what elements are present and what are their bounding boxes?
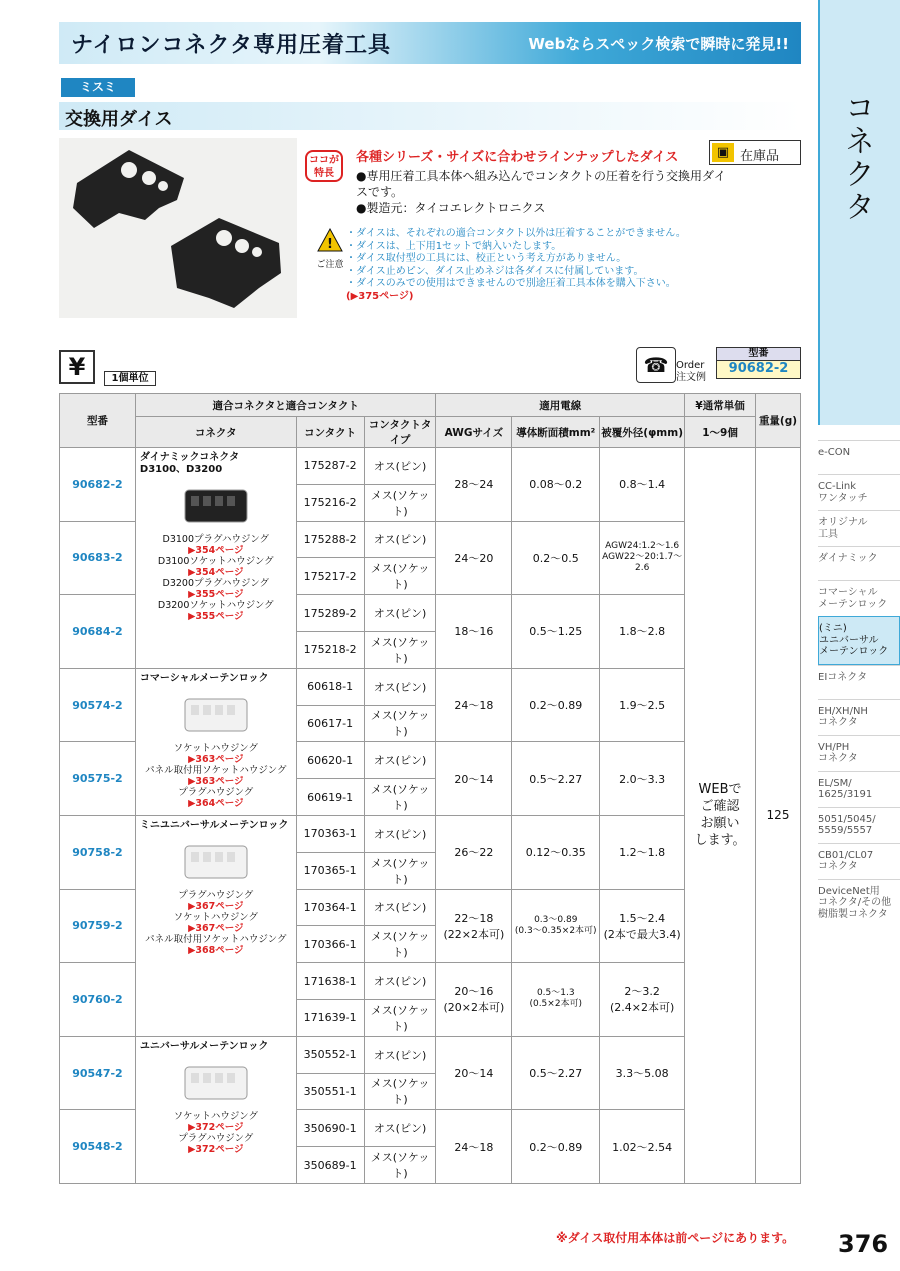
outer-diameter: 1.5〜2.4 (2本で最大3.4) [600, 889, 685, 963]
page-header [59, 22, 801, 64]
contact-number: 175287-2 [296, 448, 364, 485]
product-photo [59, 138, 297, 318]
part-number[interactable]: 90759-2 [60, 889, 136, 963]
outer-diameter: 1.2〜1.8 [600, 815, 685, 889]
contact-number: 170365-1 [296, 852, 364, 889]
awg-size: 28〜24 [436, 448, 512, 522]
connector-image [181, 1061, 251, 1105]
features-headline: 各種シリーズ・サイズに合わせラインナップしたダイス [356, 150, 679, 165]
sidebar-item[interactable]: コマーシャル メーテンロック [818, 580, 900, 616]
caution-notes: ・ダイスは、それぞれの適合コンタクト以外は圧着することができません。 ・ダイスは、上下用1セットで納入いたします。 ・ダイス取付型の工具には、校正という考え方がありません。 ・ダイス止めピン、ダイス止めネジは各ダイスに付属しています。 ・ダイスのみでの使用はできませんので別途圧着工具本体を購入下さい。 (▶375ページ) [346, 228, 726, 303]
contact-number: 171638-1 [296, 963, 364, 1000]
conductor-area: 0.5〜1.3 (0.5×2本可) [512, 963, 600, 1037]
sidebar-item[interactable]: DeviceNet用 コネクタ/その他 樹脂製コネクタ [818, 879, 900, 927]
contact-type: オス(ピン) [364, 521, 436, 558]
connector-cell: ダイナミックコネクタ D3100、D3200 D3100プラグハウジング ▶354ページ D3100ソケットハウジング ▶354ページ D3200プラグハウジング ▶355ページ D3200ソケットハウジング ▶355ページ [135, 448, 296, 669]
sidebar-item[interactable]: CC-Link ワンタッチ [818, 474, 900, 510]
outer-diameter: 1.8〜2.8 [600, 595, 685, 669]
outer-diameter: 0.8〜1.4 [600, 448, 685, 522]
outer-diameter: 1.02〜2.54 [600, 1110, 685, 1184]
conductor-area: 0.3〜0.89 (0.3〜0.35×2本可) [512, 889, 600, 963]
contact-type: メス(ソケット) [364, 999, 436, 1036]
part-number[interactable]: 90548-2 [60, 1110, 136, 1184]
awg-size: 24〜18 [436, 668, 512, 742]
contact-number: 60620-1 [296, 742, 364, 779]
contact-number: 350690-1 [296, 1110, 364, 1147]
side-title: コネクタ [839, 92, 874, 224]
awg-size: 20〜16 (20×2本可) [436, 963, 512, 1037]
contact-type: オス(ピン) [364, 448, 436, 485]
sidebar-item[interactable]: オリジナル 工具 [818, 510, 900, 546]
conductor-area: 0.08〜0.2 [512, 448, 600, 522]
awg-size: 26〜22 [436, 815, 512, 889]
conductor-area: 0.12〜0.35 [512, 815, 600, 889]
connector-image [181, 840, 251, 884]
contact-type: オス(ピン) [364, 595, 436, 632]
contact-number: 171639-1 [296, 999, 364, 1036]
phone-icon: ☎ [636, 347, 676, 383]
part-number[interactable]: 90683-2 [60, 521, 136, 595]
sidebar-item[interactable]: ダイナミック [818, 546, 900, 580]
contact-type: メス(ソケット) [364, 926, 436, 963]
conductor-area: 0.5〜2.27 [512, 742, 600, 816]
connector-cell: ユニバーサルメーテンロック ソケットハウジング ▶372ページ プラグハウジング ▶372ページ [135, 1036, 296, 1183]
svg-text:!: ! [327, 237, 333, 252]
contact-number: 350689-1 [296, 1147, 364, 1184]
contact-number: 170363-1 [296, 815, 364, 852]
conductor-area: 0.2〜0.89 [512, 668, 600, 742]
contact-number: 60617-1 [296, 705, 364, 742]
part-number[interactable]: 90758-2 [60, 815, 136, 889]
outer-diameter: 3.3〜5.08 [600, 1036, 685, 1110]
contact-number: 60618-1 [296, 668, 364, 705]
order-example: 型番 90682-2 [716, 347, 801, 379]
spec-table: 型番 適合コネクタと適合コンタクト 適用電線 ¥通常単価 重量(g) コネクタ コンタクト コンタクトタイプ AWGサイズ 導体断面積mm² 被覆外径(φmm) 1〜9個 90682-2 ダイナミックコネクタ D3100、D3200 D3100プラグハウジング ▶354ページ D3100ソケットハウジング ▶354ページ D3200プラグハウジング ▶355ページ D3200ソケットハウジング ▶355ページ 175287-2 オス(ピン) 28〜24 0.08〜0.2 0.8〜1.4 WEBで ご確認 お願い します。 125 175216-2 メス(ソケット) 90683-2 175288-2 オス(ピン) 24〜20 0.2〜0.5 AGW24:1.2〜1.6 AGW22〜20:1.7〜2.6 175217-2 メス(ソケット) 90684-2 175289-2 オス(ピン) 18〜16 0.5〜1.25 1.8〜2.8 175218-2 メス(ソケット) 90574-2 コマーシャルメーテンロック ソケットハウジング ▶363ページ パネル取付用ソケットハウジング ▶363ページ プラグハウジング ▶364ページ 60618-1 オス(ピン) 24〜18 0.2〜0.89 1.9〜2.5 60617-1 メス(ソケット) 90575-2 60620-1 オス(ピン) 20〜14 0.5〜2.27 2.0〜3.3 60619-1 メス(ソケット) 90758-2 ミニユニバーサルメーテンロック プラグハウジング ▶367ページ ソケットハウジング ▶367ページ パネル取付用ソケットハウジング ▶368ページ 170363-1 オス(ピン) 26〜22 0.12〜0.35 1.2〜1.8 170365-1 メス(ソケット) 90759-2 170364-1 オス(ピン) 22〜18 (22×2本可) 0.3〜0.89 (0.3〜0.35×2本可) 1.5〜2.4 (2本で最大3.4) 170366-1 メス(ソケット) 90760-2 171638-1 オス(ピン) 20〜16 (20×2本可) 0.5〜1.3 (0.5×2本可) 2〜3.2 (2.4×2本可) 171639-1 メス(ソケット) 90547-2 ユニバーサルメーテンロック ソケットハウジング ▶372ページ プラグハウジング ▶372ページ 350552-1 オス(ピン) 20〜14 0.5〜2.27 3.3〜5.08 350551-1 メス(ソケット) 90548-2 350690-1 オス(ピン) 24〜18 0.2〜0.89 1.02〜2.54 350689-1 メス(ソケット) [59, 393, 801, 1184]
outer-diameter: 2〜3.2 (2.4×2本可) [600, 963, 685, 1037]
sidebar-item[interactable]: CB01/CL07 コネクタ [818, 843, 900, 879]
contact-type: メス(ソケット) [364, 484, 436, 521]
awg-size: 22〜18 (22×2本可) [436, 889, 512, 963]
contact-type: オス(ピン) [364, 815, 436, 852]
sidebar-nav [818, 440, 900, 926]
subtitle-bar [59, 102, 801, 130]
awg-size: 20〜14 [436, 742, 512, 816]
caution-block [310, 228, 350, 271]
feature-item: ●製造元：タイコエレクトロニクス [356, 201, 546, 215]
part-number[interactable]: 90760-2 [60, 963, 136, 1037]
stock-badge [709, 140, 801, 165]
feature-badge: ココが 特長 [305, 150, 343, 182]
contact-number: 175218-2 [296, 631, 364, 668]
order-label: Order 注文例 [676, 360, 706, 383]
connector-image [181, 484, 251, 528]
product-subtitle: 交換用ダイス [65, 109, 173, 130]
box-icon: ▣ [712, 143, 734, 162]
sidebar-item[interactable]: e-CON [818, 440, 900, 474]
contact-number: 170366-1 [296, 926, 364, 963]
conductor-area: 0.2〜0.5 [512, 521, 600, 595]
contact-number: 170364-1 [296, 889, 364, 926]
contact-type: オス(ピン) [364, 1110, 436, 1147]
connector-cell: ミニユニバーサルメーテンロック プラグハウジング ▶367ページ ソケットハウジング ▶367ページ パネル取付用ソケットハウジング ▶368ページ [135, 815, 296, 1036]
contact-number: 175217-2 [296, 558, 364, 595]
awg-size: 18〜16 [436, 595, 512, 669]
part-number[interactable]: 90575-2 [60, 742, 136, 816]
sidebar-item[interactable]: (ミニ) ユニバーサル メーテンロック [818, 616, 900, 665]
side-tab [818, 0, 900, 425]
contact-type: オス(ピン) [364, 742, 436, 779]
weight-cell: 125 [756, 448, 801, 1184]
part-number[interactable]: 90682-2 [60, 448, 136, 522]
conductor-area: 0.5〜1.25 [512, 595, 600, 669]
yen-icon: ¥ [59, 350, 95, 384]
part-number[interactable]: 90574-2 [60, 668, 136, 742]
contact-type: オス(ピン) [364, 668, 436, 705]
contact-type: メス(ソケット) [364, 558, 436, 595]
sidebar-item[interactable]: EIコネクタ [818, 665, 900, 699]
awg-size: 20〜14 [436, 1036, 512, 1110]
contact-type: オス(ピン) [364, 889, 436, 926]
conductor-area: 0.2〜0.89 [512, 1110, 600, 1184]
contact-number: 175216-2 [296, 484, 364, 521]
brand-badge: ミスミ [61, 78, 135, 97]
contact-type: メス(ソケット) [364, 779, 436, 816]
web-search-banner[interactable]: Webならスペック検索で瞬時に発見!! [528, 35, 789, 53]
stock-label: 在庫品 [740, 149, 780, 164]
contact-type: メス(ソケット) [364, 705, 436, 742]
sidebar-item[interactable]: EL/SM/ 1625/3191 [818, 771, 900, 807]
footnote: ※ダイス取付用本体は前ページにあります。 [556, 1231, 795, 1245]
contact-type: メス(ソケット) [364, 852, 436, 889]
feature-item: ●専用圧着工具本体へ組み込んでコンタクトの圧着を行う交換用ダイスです。 [356, 169, 726, 199]
connector-image [181, 693, 251, 737]
features [356, 150, 736, 216]
contact-number: 175289-2 [296, 595, 364, 632]
part-number[interactable]: 90684-2 [60, 595, 136, 669]
connector-cell: コマーシャルメーテンロック ソケットハウジング ▶363ページ パネル取付用ソケットハウジング ▶363ページ プラグハウジング ▶364ページ [135, 668, 296, 815]
contact-type: メス(ソケット) [364, 1147, 436, 1184]
outer-diameter: 1.9〜2.5 [600, 668, 685, 742]
table-row [60, 448, 801, 485]
caution-label: ご注意 [316, 260, 344, 270]
outer-diameter: AGW24:1.2〜1.6 AGW22〜20:1.7〜2.6 [600, 521, 685, 595]
contact-type: オス(ピン) [364, 963, 436, 1000]
unit-label: 1個単位 [104, 371, 156, 386]
contact-number: 350551-1 [296, 1073, 364, 1110]
contact-type: オス(ピン) [364, 1036, 436, 1073]
part-number[interactable]: 90547-2 [60, 1036, 136, 1110]
page-ref-link[interactable]: (▶375ページ) [346, 290, 414, 302]
contact-number: 60619-1 [296, 779, 364, 816]
awg-size: 24〜20 [436, 521, 512, 595]
page-title: ナイロンコネクタ専用圧着工具 [71, 33, 392, 58]
warning-icon [317, 228, 343, 252]
conductor-area: 0.5〜2.27 [512, 1036, 600, 1110]
sidebar-item[interactable]: 5051/5045/ 5559/5557 [818, 807, 900, 843]
contact-type: メス(ソケット) [364, 631, 436, 668]
price-cell: WEBで ご確認 お願い します。 [685, 448, 756, 1184]
contact-number: 350552-1 [296, 1036, 364, 1073]
contact-type: メス(ソケット) [364, 1073, 436, 1110]
page-number: 376 [838, 1230, 889, 1258]
contact-number: 175288-2 [296, 521, 364, 558]
awg-size: 24〜18 [436, 1110, 512, 1184]
sidebar-item[interactable]: EH/XH/NH コネクタ [818, 699, 900, 735]
sidebar-item[interactable]: VH/PH コネクタ [818, 735, 900, 771]
outer-diameter: 2.0〜3.3 [600, 742, 685, 816]
